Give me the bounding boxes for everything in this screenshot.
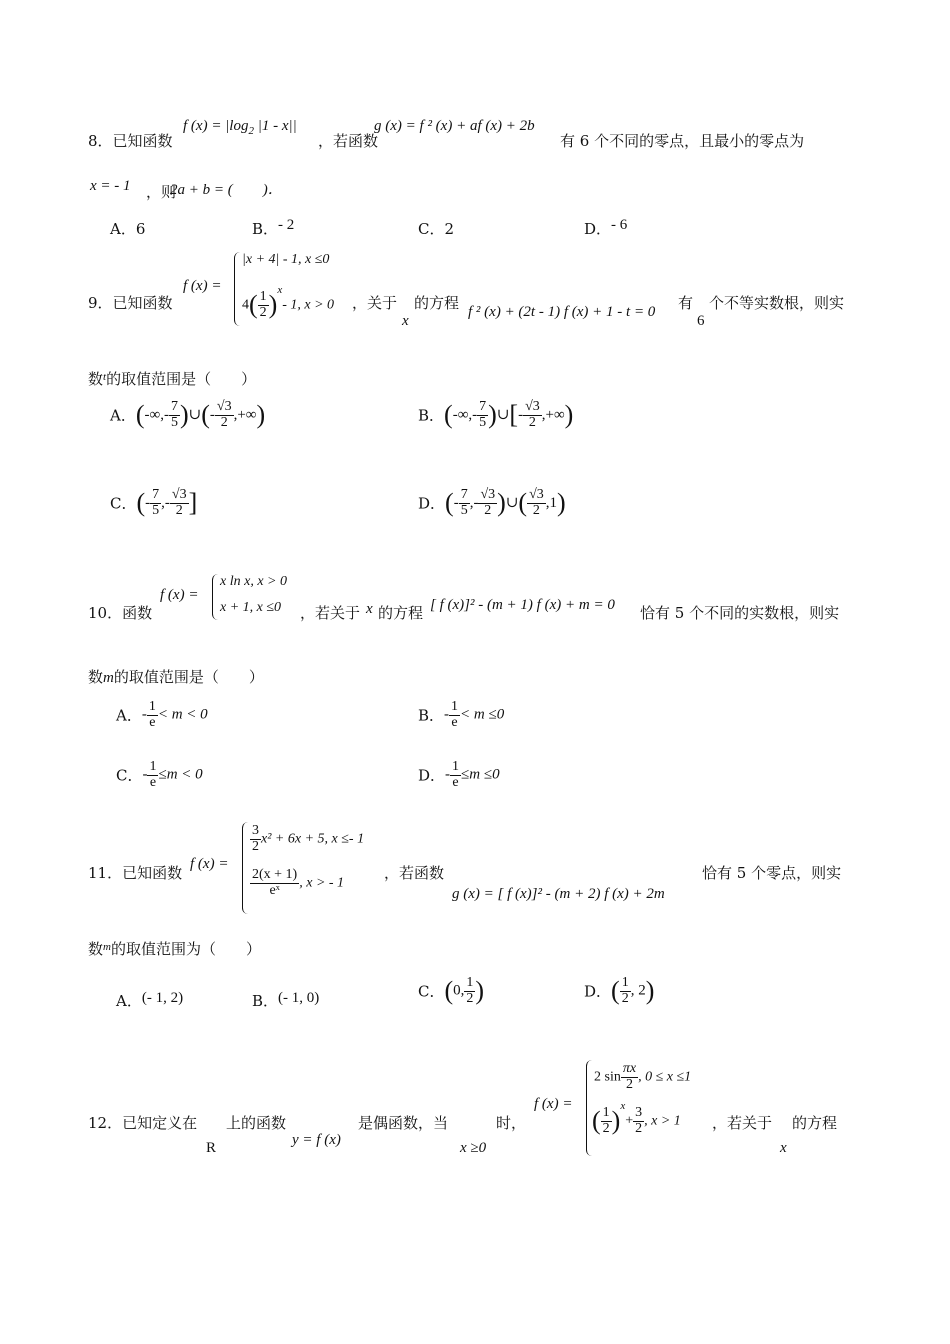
q10-option-d-label: D． xyxy=(418,766,446,785)
q9-stem-end: 个不等实数根，则实 xyxy=(709,294,845,312)
q8-option-d-label: D． xyxy=(584,220,612,238)
q10-piece-1: x ln x, x > 0 xyxy=(220,574,287,589)
q9-b-neg1: - xyxy=(472,407,478,424)
q10-b-neg: - xyxy=(444,706,450,723)
q10-a-num: 1 xyxy=(148,699,156,714)
q9-shu: 数 xyxy=(88,370,104,388)
q9-piecewise-brace xyxy=(234,252,241,326)
q10-option-c[interactable] xyxy=(116,760,203,790)
q9-option-d-label: D． xyxy=(418,494,446,513)
q9-equation-label: 的方程 xyxy=(414,294,460,312)
q8-min-zero: x = - 1 xyxy=(90,178,131,194)
q12-stem-start: 12．已知定义在 xyxy=(88,1114,198,1132)
q10-b-den: e xyxy=(451,714,458,730)
q9-a-posinf: ,+∞ xyxy=(233,407,257,424)
q10-equation: [ f (x)]² - (m + 1) f (x) + m = 0 xyxy=(430,597,615,613)
q10-fx: f (x) = xyxy=(160,587,199,603)
q10-stem-start: 10．函数 xyxy=(88,604,153,622)
q9-b-frac2 xyxy=(523,400,542,430)
q11-piecewise-brace xyxy=(242,822,249,914)
q9-d-d2: 2 xyxy=(484,502,492,518)
q12-var-x: x xyxy=(780,1140,787,1156)
q12-p2-rest: , x > 1 xyxy=(644,1113,681,1129)
q10-option-a-label: A． xyxy=(116,706,142,725)
q10-about: ，若关于 xyxy=(300,604,361,622)
q9-d-d3: 2 xyxy=(532,502,540,518)
q10-m: m xyxy=(103,670,114,686)
q9-b-neg2: - xyxy=(518,407,524,424)
q9-half-den: 2 xyxy=(259,304,267,320)
q10-option-d[interactable] xyxy=(418,760,500,790)
q10-equation-label: 的方程 xyxy=(378,604,424,622)
q12-p2-num2: 3 xyxy=(635,1105,643,1120)
q9-option-c[interactable]: C．(- $\frac{7}{5}$ ,- $\frac{√3}{2}$ ] xyxy=(110,487,198,518)
q11-option-d[interactable]: D．( $\frac{1}{2}$ , 2) xyxy=(584,975,655,1006)
q11-range-question: 的取值范围为（ ） xyxy=(110,940,261,958)
q8-option-d[interactable] xyxy=(584,218,627,239)
q9-option-a[interactable]: A．(-∞,- $\frac{7}{5}$ )∪(- $\frac{√3}{2}$ ,+∞) xyxy=(110,399,266,430)
q9-d-comma: , xyxy=(469,495,474,512)
q11-p2-num: 2(x + 1) xyxy=(252,867,298,882)
q8-option-c[interactable]: C．2 xyxy=(418,220,455,238)
q9-d-frac2 xyxy=(478,488,497,518)
q11-p2-rest: , x > - 1 xyxy=(299,875,345,891)
q10-d-neg: - xyxy=(445,766,451,783)
q9-option-a-label: A． xyxy=(110,406,136,425)
q10-option-b[interactable] xyxy=(418,700,504,730)
q11-c-num: 1 xyxy=(466,975,474,990)
q10-a-rest: < m < 0 xyxy=(157,706,208,723)
q11-d-two: , 2 xyxy=(630,982,646,999)
q10-a-frac xyxy=(147,700,158,730)
q10-a-neg: - xyxy=(141,706,147,723)
q9-c-n1: 7 xyxy=(152,487,160,502)
q9-a-d1: 5 xyxy=(170,414,178,430)
q10-d-frac xyxy=(450,760,461,790)
q9-c-comma: , xyxy=(161,495,165,512)
q12-p2-num1: 1 xyxy=(602,1105,610,1120)
q9-d-neg2: - xyxy=(473,495,479,512)
q11-p1-num: 3 xyxy=(252,823,259,838)
q8-option-b[interactable] xyxy=(252,218,294,239)
q12-on-function: 上的函数 xyxy=(226,1114,287,1132)
q8-option-b-label: B． xyxy=(252,220,279,238)
q12-y-eq: y = f (x) xyxy=(292,1132,341,1148)
q10-c-den: e xyxy=(149,774,157,790)
q11-option-b-value: (- 1, 0) xyxy=(278,990,320,1006)
q8-then: ，则 xyxy=(146,183,177,201)
q12-equation-label: 的方程 xyxy=(792,1114,838,1132)
q12-fx: f (x) = xyxy=(534,1096,573,1112)
q9-fx: f (x) = xyxy=(183,278,222,294)
q9-option-c-label: C． xyxy=(110,494,137,513)
q11-d-den: 2 xyxy=(621,990,629,1006)
q11-m: m xyxy=(103,941,111,953)
q8-function-g: g (x) = f ² (x) + af (x) + 2b xyxy=(374,118,535,134)
q9-c-frac2 xyxy=(170,488,189,518)
q9-b-neginf: -∞, xyxy=(452,407,473,424)
q12-R: R xyxy=(206,1140,217,1156)
q9-piece-1: |x + 4| - 1, x ≤0 xyxy=(242,252,330,267)
q8-option-d-value: - 6 xyxy=(611,217,628,233)
q12-piece-1 xyxy=(594,1062,691,1092)
q9-b-n2: √3 xyxy=(525,399,540,414)
q9-exp: x xyxy=(277,283,283,296)
q9-a-d2: 2 xyxy=(220,414,228,430)
q11-function-g: g (x) = [ f (x)]² - (m + 2) f (x) + 2m xyxy=(452,886,665,902)
q12-p1-sin: 2 sin xyxy=(594,1069,621,1085)
q11-c-zero: 0, xyxy=(453,982,465,999)
q9-b-n1: 7 xyxy=(479,399,487,414)
q9-a-neginf: -∞, xyxy=(144,407,164,424)
q9-a-frac1 xyxy=(169,400,180,430)
q9-c-frac1 xyxy=(150,488,161,518)
q12-p2-exp: x xyxy=(620,1099,626,1112)
q12-p2-frac2 xyxy=(633,1106,644,1136)
q9-a-neg1: - xyxy=(163,407,169,424)
q8-f-end: |1 - x|| xyxy=(253,118,297,134)
q12-p2-den1: 2 xyxy=(602,1120,610,1136)
q9-piece-2: 4( $\frac{1}{2}$ )$^x$- 1, x > 0 xyxy=(242,283,335,320)
q11-p1-rest: x² + 6x + 5, x ≤- 1 xyxy=(261,831,365,847)
q11-p1-den: 2 xyxy=(252,838,259,854)
q11-d-frac xyxy=(620,976,631,1006)
q10-range-question: 的取值范围是（ ） xyxy=(113,668,264,686)
q12-p2-frac1 xyxy=(601,1106,612,1136)
q9-equation: f ² (x) + (2t - 1) f (x) + 1 - t = 0 xyxy=(468,304,656,320)
q8-option-a[interactable]: A．6 xyxy=(110,220,146,238)
q9-piece-2-coef: 4 xyxy=(242,297,249,313)
q12-p1-den: 2 xyxy=(625,1076,633,1092)
q9-a-n1: 7 xyxy=(170,399,178,414)
q9-a-cup: ∪ xyxy=(188,407,202,424)
q9-has: 有 xyxy=(678,294,694,312)
q12-p2-den2: 2 xyxy=(635,1120,643,1136)
q9-b-posinf: ,+∞ xyxy=(541,407,565,424)
q12-p2-plus: + xyxy=(625,1113,634,1129)
q10-option-a[interactable] xyxy=(116,700,208,730)
q9-b-cup: ∪ xyxy=(496,407,510,424)
q9-a-frac2 xyxy=(215,400,234,430)
q11-shu: 数 xyxy=(88,940,104,958)
q11-if-function: ，若函数 xyxy=(384,864,445,882)
q10-b-num: 1 xyxy=(451,699,459,714)
q10-option-b-label: B． xyxy=(418,706,445,725)
q10-d-rest: ≤m ≤0 xyxy=(461,766,500,783)
q11-option-c[interactable]: C．(0, $\frac{1}{2}$ ) xyxy=(418,975,485,1006)
q9-stem-start: 9．已知函数 xyxy=(88,294,173,312)
q11-c-den: 2 xyxy=(466,990,474,1006)
q10-c-neg: - xyxy=(142,766,148,783)
q9-d-frac3 xyxy=(527,488,546,518)
q11-stem-start: 11．已知函数 xyxy=(88,864,183,882)
q10-c-frac xyxy=(147,760,158,790)
q11-fx: f (x) = xyxy=(190,856,229,872)
q11-option-b[interactable] xyxy=(252,990,319,1011)
q9-option-b-label: B． xyxy=(418,406,445,425)
q9-b-frac1 xyxy=(477,400,488,430)
q9-d-n2: √3 xyxy=(480,487,496,502)
q8-f-text: f (x) = |log xyxy=(183,118,249,134)
q9-d-frac1 xyxy=(459,488,470,518)
q8-stem-end: 有 6 个不同的零点，且最小的零点为 xyxy=(560,132,805,150)
q12-p1-frac xyxy=(621,1062,638,1092)
q9-c-neg2: - xyxy=(164,495,170,512)
q9-d-one: ,1 xyxy=(545,495,557,512)
q10-d-num: 1 xyxy=(452,759,460,774)
q10-shu: 数 xyxy=(88,668,104,686)
q10-b-frac xyxy=(449,700,460,730)
q12-about: ，若关于 xyxy=(712,1114,773,1132)
q10-stem-end: 恰有 5 个不同的实数根，则实 xyxy=(640,604,840,622)
q10-option-c-label: C． xyxy=(116,766,143,785)
q9-b-d2: 2 xyxy=(528,414,536,430)
q10-var-x: x xyxy=(366,601,373,617)
q11-option-a[interactable] xyxy=(116,990,183,1011)
q9-d-neg1: - xyxy=(453,495,459,512)
q11-option-a-value: (- 1, 2) xyxy=(141,990,184,1006)
q9-line2 xyxy=(88,368,256,389)
q11-c-frac xyxy=(464,976,475,1006)
q11-line2 xyxy=(88,938,261,959)
q8-question-expr: 2a + b = ( )． xyxy=(170,182,283,198)
q11-option-d-label: D． xyxy=(584,982,612,1001)
q9-option-d[interactable]: D．(- $\frac{7}{5}$ ,- $\frac{√3}{2}$ )∪( $\frac{√3}{2}$ ,1) xyxy=(418,487,566,518)
q9-c-n2: √3 xyxy=(171,487,187,502)
q10-a-den: e xyxy=(149,714,156,730)
q9-six: 6 xyxy=(697,313,705,329)
q11-d-num: 1 xyxy=(621,975,629,990)
q11-piece-1 xyxy=(250,824,364,854)
q9-half xyxy=(258,290,269,320)
q10-b-rest: < m ≤0 xyxy=(460,706,505,723)
q11-p2-frac xyxy=(250,868,299,898)
q9-half-num: 1 xyxy=(259,289,267,304)
q12-piece-2: ( $\frac{1}{2}$ )$^x$+ $\frac{3}{2}$ , x > 1 xyxy=(592,1099,681,1136)
q8-stem-mid: ，若函数 xyxy=(318,132,379,150)
q9-var-x: x xyxy=(402,313,409,329)
q10-c-rest: ≤m < 0 xyxy=(158,766,203,783)
q9-c-d1: 5 xyxy=(152,502,160,518)
q12-even: 是偶函数，当 xyxy=(358,1114,449,1132)
q12-p1-rest: , 0 ≤ x ≤1 xyxy=(638,1069,692,1085)
q8-function-f xyxy=(183,118,297,137)
q9-d-n3: √3 xyxy=(529,487,544,502)
q11-p1-frac xyxy=(250,824,261,854)
q10-c-num: 1 xyxy=(149,759,157,774)
q9-d-cup: ∪ xyxy=(505,495,519,512)
q12-cond: x ≥0 xyxy=(460,1140,487,1156)
q11-p2-den: eˣ xyxy=(269,882,280,898)
q10-line2 xyxy=(88,666,264,687)
q11-option-c-label: C． xyxy=(418,982,445,1001)
q9-piece-2-rest: - 1, x > 0 xyxy=(282,297,335,313)
q9-c-neg1: - xyxy=(145,495,151,512)
q8-option-b-value: - 2 xyxy=(278,217,295,233)
q12-p1-num: πx xyxy=(622,1061,637,1076)
q10-piece-2: x + 1, x ≤0 xyxy=(220,600,282,615)
q11-option-a-label: A． xyxy=(116,992,142,1010)
q11-option-b-label: B． xyxy=(252,992,279,1010)
q10-d-den: e xyxy=(452,774,459,790)
q10-piecewise-brace xyxy=(212,574,219,620)
q9-t: t xyxy=(103,371,107,383)
q9-d-n1: 7 xyxy=(460,487,468,502)
q9-b-d1: 5 xyxy=(479,414,487,430)
q9-d-d1: 5 xyxy=(460,502,468,518)
q8-stem-start: 8．已知函数 xyxy=(88,132,173,150)
q11-stem-end: 恰有 5 个零点，则实 xyxy=(702,864,842,882)
q12-when: 时， xyxy=(496,1114,527,1132)
q9-c-d2: 2 xyxy=(175,502,183,518)
q9-a-n2: √3 xyxy=(216,399,232,414)
q9-range-question: 的取值范围是（ ） xyxy=(106,370,257,388)
q9-option-b[interactable]: B．(-∞,- $\frac{7}{5}$ )∪[- $\frac{√3}{2}$ ,+∞) xyxy=(418,399,574,430)
q9-a-neg2: - xyxy=(209,407,215,424)
q11-piece-2 xyxy=(250,868,344,898)
q9-about: ，关于 xyxy=(352,294,398,312)
q8-log-base: 2 xyxy=(248,125,254,137)
